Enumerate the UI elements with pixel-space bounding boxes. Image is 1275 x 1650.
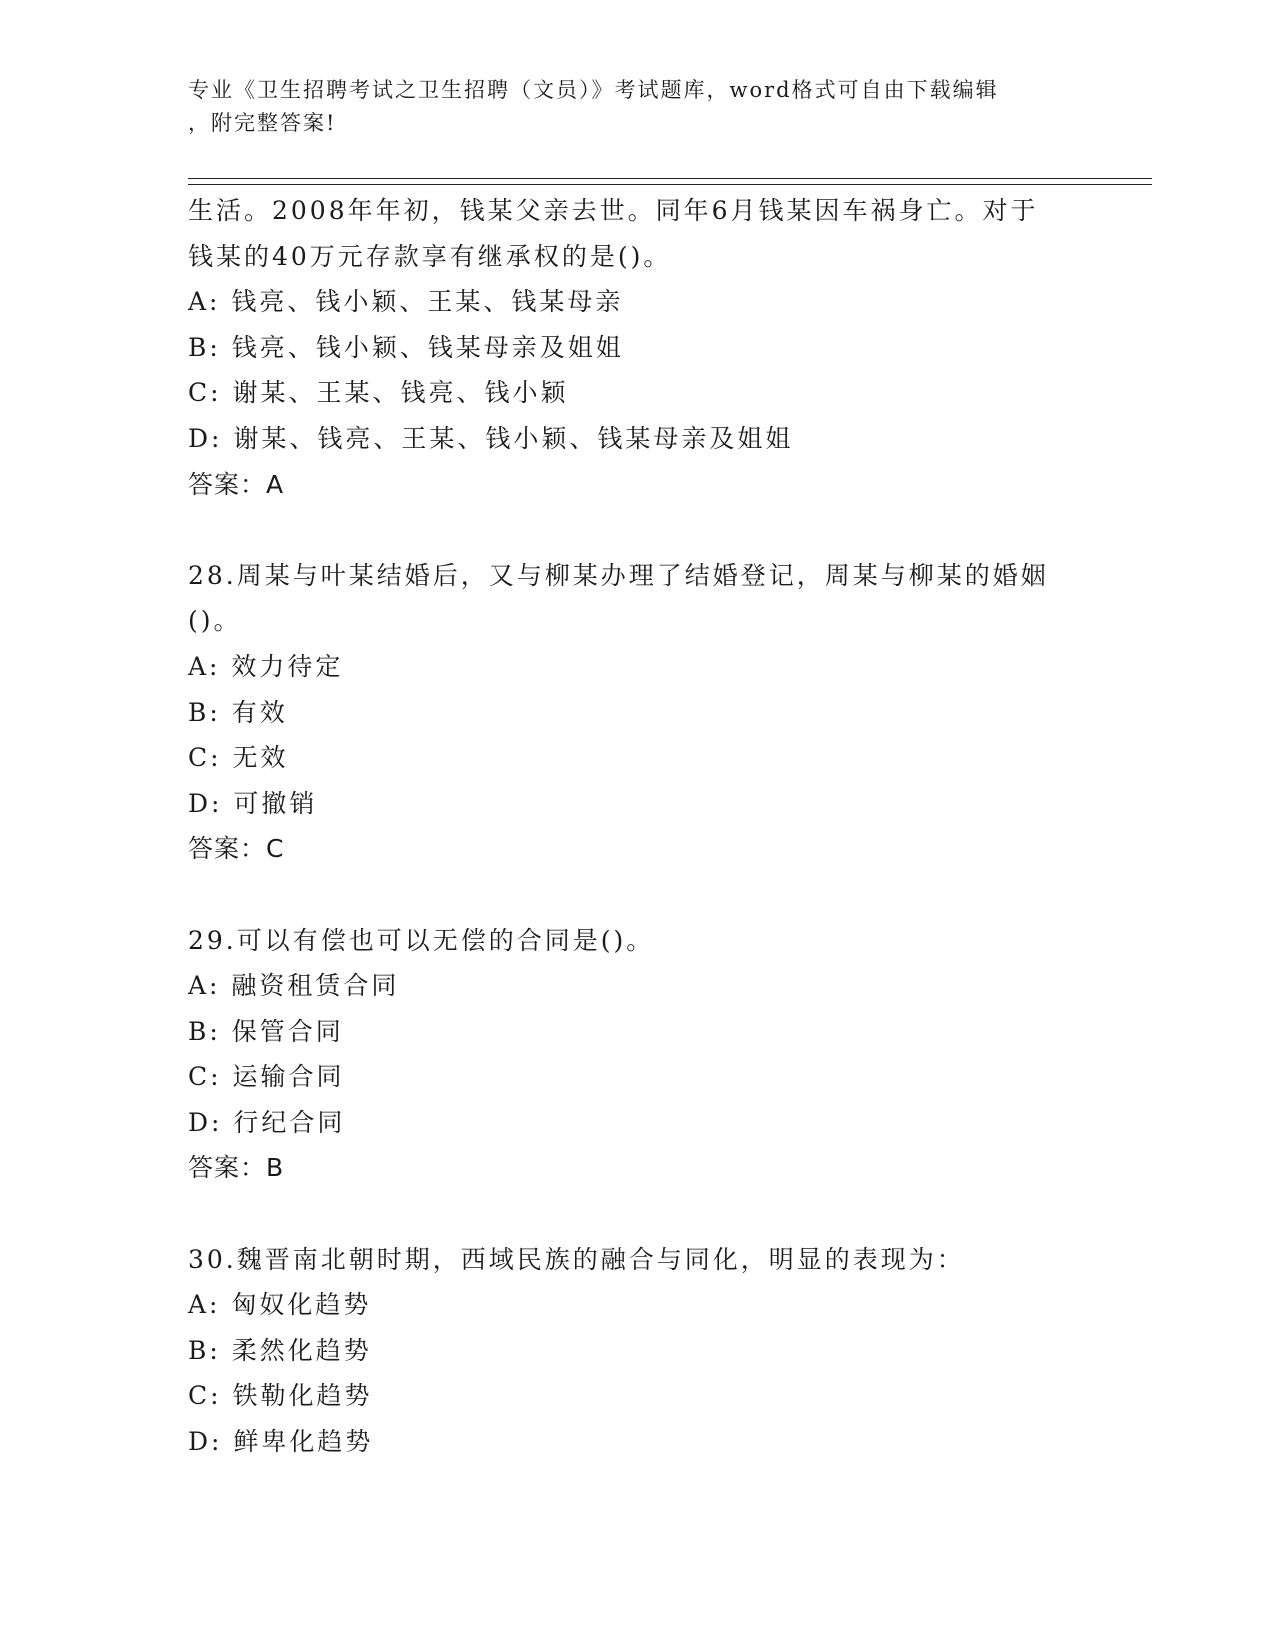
question-30 bbox=[188, 1237, 1088, 1465]
document-header bbox=[188, 74, 1068, 140]
answer: 答案：C bbox=[188, 834, 285, 864]
spacer bbox=[188, 1191, 1088, 1237]
option-a: A: 效力待定 bbox=[188, 651, 344, 681]
option-b: B: 柔然化趋势 bbox=[188, 1335, 372, 1365]
question-text: 30.魏晋南北朝时期，西域民族的融合与同化，明显的表现为： bbox=[188, 1244, 965, 1274]
answer: 答案：B bbox=[188, 1153, 285, 1183]
option-d: D: 鲜卑化趋势 bbox=[188, 1427, 374, 1457]
spacer bbox=[188, 872, 1088, 918]
header-divider-top bbox=[188, 178, 1152, 179]
header-divider-bottom bbox=[188, 184, 1152, 185]
question-text: 29.可以有偿也可以无偿的合同是()。 bbox=[188, 925, 655, 955]
header-line-2: ，附完整答案! bbox=[188, 111, 337, 135]
question-text: 28.周某与叶某结婚后，又与柳某办理了结婚登记，周某与柳某的婚姻 bbox=[188, 560, 1049, 590]
option-b: B: 保管合同 bbox=[188, 1016, 344, 1046]
option-b: B: 有效 bbox=[188, 697, 288, 727]
option-c: C: 铁勒化趋势 bbox=[188, 1381, 373, 1411]
option-c: C: 无效 bbox=[188, 743, 289, 773]
option-d: D: 行纪合同 bbox=[188, 1107, 346, 1137]
question-27 bbox=[188, 188, 1088, 507]
question-28 bbox=[188, 553, 1088, 872]
option-a: A: 钱亮、钱小颖、王某、钱某母亲 bbox=[188, 287, 624, 317]
option-d: D: 谢某、钱亮、王某、钱小颖、钱某母亲及姐姐 bbox=[188, 423, 794, 453]
question-list bbox=[188, 188, 1088, 1465]
option-a: A: 融资租赁合同 bbox=[188, 971, 400, 1001]
option-d: D: 可撤销 bbox=[188, 788, 318, 818]
header-line-1: 专业《卫生招聘考试之卫生招聘（文员）》考试题库，word格式可自由下载编辑 bbox=[188, 78, 999, 102]
answer: 答案：A bbox=[188, 469, 285, 499]
option-b: B: 钱亮、钱小颖、钱某母亲及姐姐 bbox=[188, 332, 624, 362]
option-c: C: 谢某、王某、钱亮、钱小颖 bbox=[188, 378, 569, 408]
spacer bbox=[188, 507, 1088, 553]
question-text: 生活。2008年年初，钱某父亲去世。同年6月钱某因车祸身亡。对于 bbox=[188, 196, 1039, 225]
question-text: ()。 bbox=[188, 606, 242, 636]
question-text: 钱某的40万元存款享有继承权的是()。 bbox=[188, 241, 672, 271]
option-c: C: 运输合同 bbox=[188, 1062, 345, 1092]
question-29 bbox=[188, 918, 1088, 1192]
option-a: A: 匈奴化趋势 bbox=[188, 1290, 372, 1320]
